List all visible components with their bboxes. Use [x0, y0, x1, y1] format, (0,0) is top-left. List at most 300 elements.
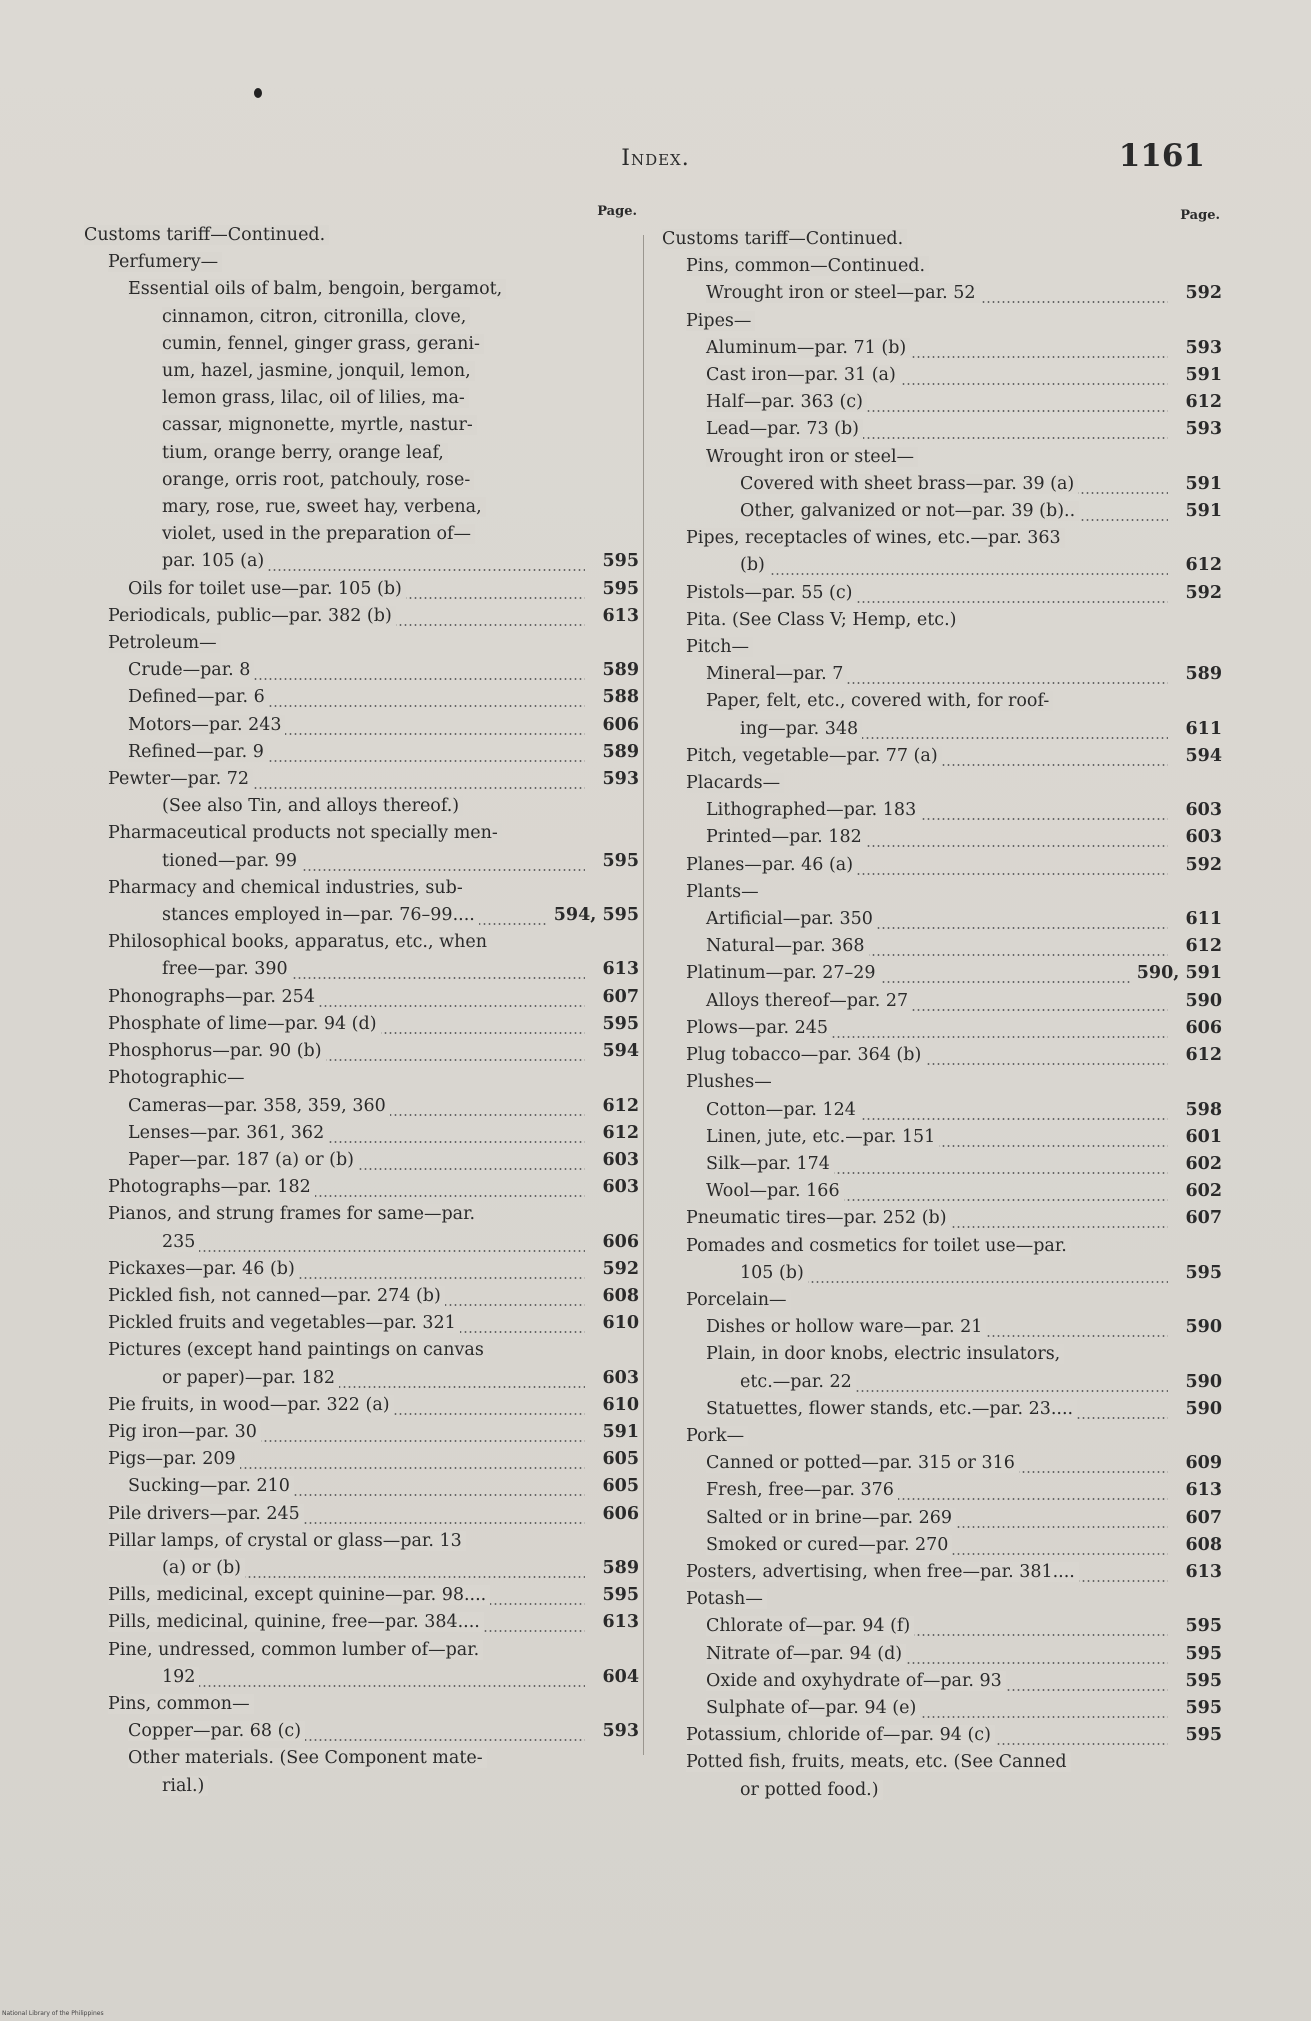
entry-page: 592	[602, 1258, 639, 1279]
entry-text: Photographic—	[108, 1068, 249, 1088]
entry-text: Natural—par. 368	[706, 936, 869, 956]
entry-page: 591	[1185, 365, 1222, 386]
index-entry	[662, 335, 1222, 362]
index-entry	[84, 467, 639, 494]
index-entry	[84, 1365, 639, 1392]
index-entry	[84, 1419, 639, 1446]
entry-page: 612	[602, 1122, 639, 1143]
entry-page: 611	[1185, 718, 1222, 739]
entry-text: Wrought iron or steel—	[706, 447, 918, 467]
entry-text: or paper)—par. 182	[162, 1368, 339, 1388]
entry-text: Salted or in brine—par. 269	[706, 1508, 956, 1528]
index-entry	[84, 331, 639, 358]
entry-text: Pharmaceutical products not specially men-	[108, 823, 502, 843]
index-entry	[662, 607, 1222, 634]
entry-text: Pork—	[686, 1426, 748, 1446]
entry-page: 612	[1185, 392, 1222, 413]
entry-page: 607	[1185, 1208, 1222, 1229]
index-entry	[84, 1229, 639, 1256]
entry-text: Lead—par. 73 (b)	[706, 419, 863, 439]
index-entry	[84, 902, 639, 929]
entry-text: (b)	[740, 555, 769, 575]
index-entry	[662, 1369, 1222, 1396]
entry-text: Covered with sheet brass—par. 39 (a)	[740, 474, 1078, 494]
entry-page: 593	[602, 769, 639, 790]
entry-page: 591	[1185, 473, 1222, 494]
entry-text: (a) or (b)	[162, 1558, 245, 1578]
entry-text: Planes—par. 46 (a)	[686, 855, 857, 875]
index-entry	[662, 1151, 1222, 1178]
index-entry	[84, 1093, 639, 1120]
index-entry	[84, 1147, 639, 1174]
entry-text: Customs tariff—Continued.	[662, 229, 907, 249]
page-column-label: Page.	[597, 204, 637, 219]
entry-page: 592	[1185, 283, 1222, 304]
entry-text: Smoked or cured—par. 270	[706, 1535, 952, 1555]
index-entry	[84, 304, 639, 331]
index-entry	[84, 1637, 639, 1664]
index-entry	[662, 362, 1222, 389]
entry-text: Lithographed—par. 183	[706, 800, 920, 820]
index-entry	[84, 1283, 639, 1310]
entry-page: 613	[602, 959, 639, 980]
entry-text: etc.—par. 22	[740, 1372, 856, 1392]
entry-text: Pita. (See Class V; Hemp, etc.)	[686, 610, 960, 630]
index-entry	[84, 875, 639, 902]
index-entry	[84, 1038, 639, 1065]
index-entry	[662, 498, 1222, 525]
entry-page: 595	[602, 1013, 639, 1034]
index-entry	[662, 1287, 1222, 1314]
entry-page: 592	[1185, 582, 1222, 603]
entry-page: 594	[602, 1041, 639, 1062]
entry-page: 595	[1185, 1262, 1222, 1283]
entry-text: mary, rose, rue, sweet hay, verbena,	[162, 497, 486, 517]
entry-page: 593	[602, 1721, 639, 1742]
index-entry	[662, 743, 1222, 770]
entry-text: Potash—	[686, 1589, 767, 1609]
index-entry	[662, 1505, 1222, 1532]
index-entry	[84, 576, 639, 603]
entry-page: 606	[602, 1231, 639, 1252]
entry-page: 593	[1185, 419, 1222, 440]
index-entry	[662, 1178, 1222, 1205]
entry-text: (See also Tin, and alloys thereof.)	[162, 796, 463, 816]
entry-page: 613	[1185, 1561, 1222, 1582]
entry-text: par. 105 (a)	[162, 551, 268, 571]
index-entry	[84, 1392, 639, 1419]
entry-page: 590	[1185, 990, 1222, 1011]
index-entry	[662, 933, 1222, 960]
entry-text: Fresh, free—par. 376	[706, 1480, 898, 1500]
entry-page: 591	[602, 1421, 639, 1442]
index-entry	[84, 766, 639, 793]
entry-text: Oils for toilet use—par. 105 (b)	[128, 579, 406, 599]
entry-page: 608	[1185, 1534, 1222, 1555]
entry-text: Potted fish, fruits, meats, etc. (See Canned	[686, 1752, 1071, 1772]
entry-text: Pewter—par. 72	[108, 769, 253, 789]
index-entry	[84, 1691, 639, 1718]
entry-text: lemon grass, lilac, oil of lilies, ma-	[162, 388, 469, 408]
entry-page: 589	[602, 1557, 639, 1578]
entry-text: Periodicals, public—par. 382 (b)	[108, 606, 396, 626]
index-entry	[84, 1337, 639, 1364]
entry-page: 606	[602, 1503, 639, 1524]
entry-page: 608	[602, 1285, 639, 1306]
index-entry	[84, 521, 639, 548]
index-entry	[84, 1174, 639, 1201]
entry-text: Placards—	[686, 773, 784, 793]
index-entry	[84, 820, 639, 847]
entry-text: Pictures (except hand paintings on canvas	[108, 1340, 488, 1360]
entry-text: Paper—par. 187 (a) or (b)	[128, 1150, 358, 1170]
index-entry	[662, 1749, 1222, 1776]
entry-page: 598	[1185, 1099, 1222, 1120]
index-entry	[662, 1097, 1222, 1124]
entry-text: Pie fruits, in wood—par. 322 (a)	[108, 1395, 394, 1415]
index-entry	[662, 770, 1222, 797]
entry-page: 607	[602, 986, 639, 1007]
entry-text: free—par. 390	[162, 959, 292, 979]
entry-page: 603	[602, 1367, 639, 1388]
index-entry	[662, 226, 1222, 253]
entry-text: Posters, advertising, when free—par. 381....	[686, 1562, 1079, 1582]
entry-page: 590	[1185, 1317, 1222, 1338]
index-entry	[662, 1613, 1222, 1640]
entry-text: Other, galvanized or not—par. 39 (b)..	[740, 501, 1079, 521]
entry-page: 595	[602, 1585, 639, 1606]
entry-text: Plows—par. 245	[686, 1018, 832, 1038]
entry-page: 603	[1185, 800, 1222, 821]
entry-page: 613	[1185, 1480, 1222, 1501]
entry-page: 607	[1185, 1507, 1222, 1528]
entry-text: Wool—par. 166	[706, 1181, 844, 1201]
entry-text: Copper—par. 68 (c)	[128, 1721, 305, 1741]
index-entry	[662, 1668, 1222, 1695]
index-entry	[662, 1722, 1222, 1749]
entry-text: cumin, fennel, ginger grass, gerani-	[162, 334, 484, 354]
entry-text: Pins, common—Continued.	[686, 256, 929, 276]
index-entry	[84, 848, 639, 875]
index-entry	[662, 960, 1222, 987]
entry-text: Pitch—	[686, 637, 753, 657]
entry-text: Essential oils of balm, bengoin, bergamot,	[128, 279, 506, 299]
entry-text: 192	[162, 1667, 199, 1687]
entry-text: Mineral—par. 7	[706, 664, 847, 684]
index-entry	[662, 824, 1222, 851]
entry-text: Phosphorus—par. 90 (b)	[108, 1041, 326, 1061]
index-entry	[84, 1609, 639, 1636]
index-entry	[84, 1201, 639, 1228]
index-entry	[662, 416, 1222, 443]
index-entry	[662, 1233, 1222, 1260]
entry-text: Pomades and cosmetics for toilet use—par.	[686, 1236, 1071, 1256]
page-title: Index.	[621, 146, 690, 171]
index-entry	[84, 548, 639, 575]
entry-page: 611	[1185, 909, 1222, 930]
entry-page: 595	[602, 578, 639, 599]
index-entry	[662, 1260, 1222, 1287]
index-entry	[662, 1532, 1222, 1559]
entry-text: Lenses—par. 361, 362	[128, 1123, 328, 1143]
index-entry	[84, 1065, 639, 1092]
index-entry	[84, 412, 639, 439]
entry-page: 592	[1185, 854, 1222, 875]
entry-text: Pigs—par. 209	[108, 1449, 240, 1469]
index-entry	[84, 1718, 639, 1745]
index-entry	[84, 1120, 639, 1147]
index-entry	[662, 1586, 1222, 1613]
entry-page: 603	[602, 1177, 639, 1198]
index-entry	[84, 1310, 639, 1337]
entry-text: orange, orris root, patchouly, rose-	[162, 470, 474, 490]
entry-page: 602	[1185, 1153, 1222, 1174]
index-entry	[84, 739, 639, 766]
index-entry	[84, 1256, 639, 1283]
entry-page: 601	[1185, 1126, 1222, 1147]
index-entry	[84, 1473, 639, 1500]
entry-page: 590, 591	[1136, 963, 1222, 984]
entry-page: 594, 595	[553, 905, 639, 926]
index-entry	[662, 1695, 1222, 1722]
entry-text: Pharmacy and chemical industries, sub-	[108, 878, 467, 898]
entry-page: 602	[1185, 1181, 1222, 1202]
index-entry	[662, 253, 1222, 280]
ink-dot	[254, 88, 262, 98]
entry-page: 605	[602, 1449, 639, 1470]
entry-text: Canned or potted—par. 315 or 316	[706, 1453, 1019, 1473]
index-entry	[662, 988, 1222, 1015]
index-entry	[662, 444, 1222, 471]
entry-page: 612	[1185, 936, 1222, 957]
index-entry	[662, 1015, 1222, 1042]
index-entry	[84, 929, 639, 956]
entry-page: 606	[1185, 1017, 1222, 1038]
index-entry	[662, 1641, 1222, 1668]
entry-text: Perfumery—	[108, 252, 222, 272]
index-entry	[84, 1501, 639, 1528]
entry-text: Pistols—par. 55 (c)	[686, 583, 857, 603]
entry-text: Plain, in door knobs, electric insulators,	[706, 1344, 1064, 1364]
entry-text: Cameras—par. 358, 359, 360	[128, 1096, 390, 1116]
entry-text: tioned—par. 99	[162, 851, 301, 871]
index-entry	[662, 906, 1222, 933]
entry-text: Nitrate of—par. 94 (d)	[706, 1644, 906, 1664]
index-entry	[84, 657, 639, 684]
index-entry	[84, 603, 639, 630]
entry-page: 613	[602, 605, 639, 626]
entry-page: 595	[1185, 1697, 1222, 1718]
index-entry	[84, 440, 639, 467]
entry-page: 590	[1185, 1371, 1222, 1392]
index-entry	[662, 688, 1222, 715]
index-entry	[662, 552, 1222, 579]
entry-page: 603	[602, 1149, 639, 1170]
index-entry	[662, 1559, 1222, 1586]
entry-page: 612	[1185, 1045, 1222, 1066]
entry-text: Cast iron—par. 31 (a)	[706, 365, 900, 385]
entry-page: 595	[602, 551, 639, 572]
entry-text: Pickled fruits and vegetables—par. 321	[108, 1313, 460, 1333]
entry-text: Sulphate of—par. 94 (e)	[706, 1698, 920, 1718]
index-entry	[84, 1011, 639, 1038]
entry-text: Artificial—par. 350	[706, 909, 877, 929]
entry-text: cinnamon, citron, citronilla, clove,	[162, 307, 470, 327]
column-divider	[643, 235, 644, 1755]
entry-text: tium, orange berry, orange leaf,	[162, 443, 448, 463]
entry-text: Pickaxes—par. 46 (b)	[108, 1259, 299, 1279]
index-entry	[662, 879, 1222, 906]
index-entry	[662, 525, 1222, 552]
entry-page: 595	[1185, 1670, 1222, 1691]
entry-text: Alloys thereof—par. 27	[706, 991, 912, 1011]
entry-text: Half—par. 363 (c)	[706, 392, 867, 412]
entry-text: Pig iron—par. 30	[108, 1422, 261, 1442]
entry-page: 589	[1185, 664, 1222, 685]
entry-text: Dishes or hollow ware—par. 21	[706, 1317, 986, 1337]
index-entry	[84, 1446, 639, 1473]
entry-text: Other materials. (See Component mate-	[128, 1748, 487, 1768]
index-entry	[662, 1477, 1222, 1504]
entry-page: 613	[602, 1612, 639, 1633]
index-entry	[662, 1205, 1222, 1232]
entry-page: 595	[1185, 1643, 1222, 1664]
index-entry	[84, 1745, 639, 1772]
index-column-left	[84, 206, 639, 1800]
index-entry	[84, 956, 639, 983]
entry-text: Pickled fish, not canned—par. 274 (b)	[108, 1286, 445, 1306]
entry-text: Pills, medicinal, quinine, free—par. 384....	[108, 1612, 484, 1632]
entry-page: 593	[1185, 337, 1222, 358]
entry-text: Phosphate of lime—par. 94 (d)	[108, 1014, 381, 1034]
index-entry	[662, 716, 1222, 743]
index-entry	[84, 793, 639, 820]
entry-page: 612	[1185, 555, 1222, 576]
entry-text: Pine, undressed, common lumber of—par.	[108, 1640, 483, 1660]
entry-text: Pile drivers—par. 245	[108, 1504, 304, 1524]
entry-text: Plants—	[686, 882, 763, 902]
entry-text: Pillar lamps, of crystal or glass—par. 13	[108, 1531, 466, 1551]
entry-text: Aluminum—par. 71 (b)	[706, 338, 910, 358]
entry-text: 235	[162, 1232, 199, 1252]
index-entry	[662, 1042, 1222, 1069]
index-entry	[84, 684, 639, 711]
entry-text: 105 (b)	[740, 1263, 808, 1283]
entry-text: Oxide and oxyhydrate of—par. 93	[706, 1671, 1006, 1691]
index-entry	[662, 1314, 1222, 1341]
index-entry	[662, 1450, 1222, 1477]
entry-text: Silk—par. 174	[706, 1154, 834, 1174]
entry-text: Philosophical books, apparatus, etc., when	[108, 932, 491, 952]
entry-text: Customs tariff—Continued.	[84, 225, 329, 245]
index-entry	[84, 358, 639, 385]
entry-page: 610	[602, 1394, 639, 1415]
index-entry	[84, 1664, 639, 1691]
index-entry	[662, 1069, 1222, 1096]
index-entry	[662, 1396, 1222, 1423]
entry-page: 591	[1185, 501, 1222, 522]
index-entry	[662, 634, 1222, 661]
entry-text: Linen, jute, etc.—par. 151	[706, 1127, 939, 1147]
entry-page: 610	[602, 1313, 639, 1334]
entry-text: Pins, common—	[108, 1694, 254, 1714]
entry-text: cassar, mignonette, myrtle, nastur-	[162, 415, 477, 435]
entry-text: Plushes—	[686, 1072, 776, 1092]
entry-page: 603	[1185, 827, 1222, 848]
entry-text: Motors—par. 243	[128, 715, 285, 735]
entry-text: Wrought iron or steel—par. 52	[706, 283, 980, 303]
index-entry	[84, 712, 639, 739]
footer-credit: National Library of the Philippines	[2, 2010, 104, 2017]
entry-text: or potted food.)	[740, 1780, 883, 1800]
index-entry	[662, 580, 1222, 607]
index-entry	[84, 984, 639, 1011]
index-entry	[84, 1773, 639, 1800]
entry-text: Pipes, receptacles of wines, etc.—par. 363	[686, 528, 1065, 548]
index-entry	[662, 1777, 1222, 1804]
index-entry	[662, 280, 1222, 307]
index-entry	[84, 1582, 639, 1609]
entry-text: violet, used in the preparation of—	[162, 524, 475, 544]
entry-text: Pianos, and strung frames for same—par.	[108, 1204, 479, 1224]
entry-text: Phonographs—par. 254	[108, 987, 319, 1007]
index-entry	[662, 1124, 1222, 1151]
entry-text: Printed—par. 182	[706, 827, 866, 847]
entry-page: 590	[1185, 1398, 1222, 1419]
entry-page: 604	[602, 1666, 639, 1687]
entry-text: Refined—par. 9	[128, 742, 268, 762]
index-entry	[84, 1555, 639, 1582]
index-entry	[662, 797, 1222, 824]
entry-text: Petroleum—	[108, 633, 221, 653]
index-entry	[84, 494, 639, 521]
page-column-label: Page.	[1180, 208, 1220, 223]
entry-text: Plug tobacco—par. 364 (b)	[686, 1045, 925, 1065]
entry-text: Defined—par. 6	[128, 687, 269, 707]
index-entry	[84, 249, 639, 276]
index-entry	[84, 630, 639, 657]
entry-page: 595	[1185, 1616, 1222, 1637]
entry-page: 588	[602, 687, 639, 708]
entry-text: Chlorate of—par. 94 (f)	[706, 1616, 914, 1636]
index-entry	[662, 389, 1222, 416]
entry-page: 589	[602, 660, 639, 681]
entry-page: 606	[602, 714, 639, 735]
entry-text: Statuettes, flower stands, etc.—par. 23....	[706, 1399, 1077, 1419]
index-entry	[662, 661, 1222, 688]
entry-text: Porcelain—	[686, 1290, 791, 1310]
entry-text: Sucking—par. 210	[128, 1476, 294, 1496]
entry-text: stances employed in—par. 76–99....	[162, 905, 479, 925]
index-entry	[662, 852, 1222, 879]
entry-text: Photographs—par. 182	[108, 1177, 315, 1197]
entry-page: 612	[602, 1095, 639, 1116]
entry-text: Pills, medicinal, except quinine—par. 98....	[108, 1585, 490, 1605]
entry-page: 594	[1185, 745, 1222, 766]
index-column-right	[662, 206, 1222, 1804]
index-entry	[84, 1528, 639, 1555]
entry-text: ing—par. 348	[740, 719, 862, 739]
entry-text: um, hazel, jasmine, jonquil, lemon,	[162, 361, 475, 381]
entry-text: Cotton—par. 124	[706, 1100, 860, 1120]
entry-text: Pneumatic tires—par. 252 (b)	[686, 1208, 951, 1228]
index-entry	[662, 1423, 1222, 1450]
index-entry	[662, 471, 1222, 498]
entry-page: 595	[1185, 1725, 1222, 1746]
index-entry	[84, 222, 639, 249]
entry-text: Crude—par. 8	[128, 660, 254, 680]
index-entry	[662, 1341, 1222, 1368]
